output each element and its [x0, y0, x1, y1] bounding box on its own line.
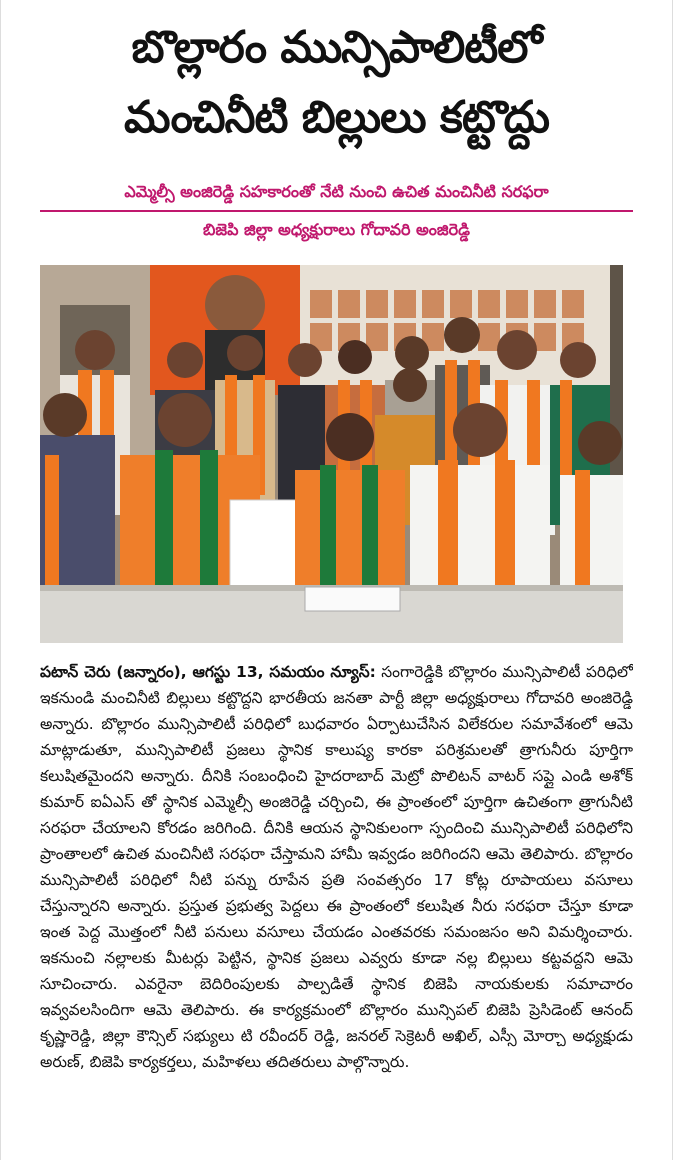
- subheadline-2: బిజెపి జిల్లా అధ్యక్షురాలు గోదావరి అంజిరెడ్డి: [203, 220, 470, 239]
- subheadline-divider: [40, 210, 633, 212]
- headline-line-1: బొల్లారం మున్సిపాలిటీలో: [131, 22, 542, 73]
- article-dateline: పటాన్ చెరు (జన్నారం), ఆగస్టు 13, సమయం న్యూస్:: [40, 663, 376, 681]
- subheadline-1: ఎమ్మెల్సీ అంజిరెడ్డి సహకారంతో నేటి నుంచి ఉచిత మంచినీటి సరఫరా: [124, 182, 549, 201]
- press-meet-photo: [40, 265, 623, 643]
- article-body: [40, 659, 633, 1159]
- article-text: సంగారెడ్డికి బొల్లారం మున్సిపాలిటీ పరిధిలో ఇకనుండి మంచినీటి బిల్లులు కట్టొద్దని భారతీయ జనతా పార్టీ జిల్లా అధ్యక్షురాలు గోదావరి అంజిరెడ్డి అన్నారు. బొల్లారం మున్సిపాలిటీ పరిధిలో బుధవారం ఏర్పాటుచేసిన విలేకరుల సమావేశంలో ఆమె మాట్లాడుతూ, మున్సిపాలిటీ ప్రజలు స్థానిక కాలుష్య కారకా పరిశ్రమలతో త్రాగునీరు పూర్తిగా కలుషితమైందని అన్నారు. దీనికి సంబంధించి హైదరాబాద్ మెట్రో పొలిటన్ వాటర్ సప్లై ఎండి అశోక్ కుమార్ ఐఏఎస్ తో స్థానిక ఎమ్మెల్సీ అంజిరెడ్డి చర్చించి, ఈ ప్రాంతంలో పూర్తిగా ఉచితంగా త్రాగునీటి సరఫరా చేయాలని కోరడం జరిగింది. దీనికి ఆయన స్థానికులంగా స్పందించి మున్సిపాలిటీ పరిధిలోని ప్రాంతాలలో ఉచిత మంచినీటి సరఫరా చేస్తామని హామీ ఇవ్వడం జరిగిందని ఆమె తెలిపారు. బొల్లారం మున్సిపాలిటీ పరిధిలో నీటి పన్ను రూపేన ప్రతి సంవత్సరం 17 కోట్ల రూపాయలు వసూలు చేస్తున్నారని అన్నారు. ప్రస్తుత ప్రభుత్వ పెద్దలు ఈ ప్రాంతంలో కలుషిత నీరు సరఫరా చేస్తూ కూడా ఇంత పెద్ద మొత్తంలో నీటి పనులు వసూలు చేయడం ఎంతవరకు సమంజసం అని విమర్శించారు. ఇకనుంచి నల్లాలకు మీటర్లు పెట్టిన, స్థానిక ప్రజలు ఎవ్వరు కూడా నల్ల బిల్లులు కట్టవద్దని ఆమె సూచించారు. ఎవరైనా బెదిరింపులకు పాల్పడితే స్థానిక బిజెపి నాయకులకు సమాచారం ఇవ్వవలసిందిగా ఆమె తెలిపారు. ఈ కార్యక్రమంలో బొల్లారం మున్సిపల్ బిజెపి ప్రెసిడెంట్ ఆనంద్ కృష్ణారెడ్డి, జిల్లా కౌన్సిల్ సభ్యులు టి రవీందర్ రెడ్డి, జనరల్ సెక్రెటరీ అఖిల్, ఎస్సీ మోర్చా అధ్యక్షుడు అరుణ్, బిజెపి కార్యకర్తలు, మహిళలు తదితరులు పాల్గొన్నారు.: [40, 663, 633, 1071]
- headline-line-2: మంచినీటి బిల్లులు కట్టొద్దు: [124, 92, 549, 143]
